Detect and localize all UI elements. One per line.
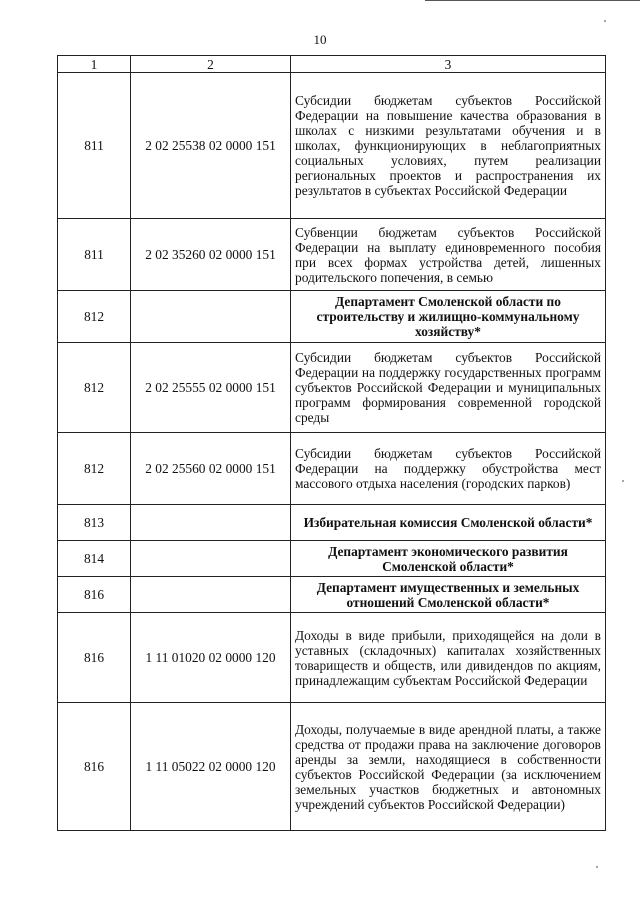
header-col-2: 2 [131, 56, 291, 73]
table-row [58, 577, 606, 613]
budget-code: 2 02 25560 02 0000 151 [131, 433, 291, 505]
revenue-codes-table [57, 55, 606, 831]
admin-code: 812 [58, 291, 131, 343]
budget-code [131, 577, 291, 613]
budget-code: 2 02 25538 02 0000 151 [131, 73, 291, 219]
department-title: Департамент экономического развития Смоленской области* [291, 541, 606, 577]
budget-code: 1 11 01020 02 0000 120 [131, 613, 291, 703]
table-row [58, 73, 606, 219]
header-col-1: 1 [58, 56, 131, 73]
admin-code: 813 [58, 505, 131, 541]
table-row [58, 541, 606, 577]
budget-code [131, 291, 291, 343]
scan-speck [604, 20, 606, 22]
page-number: 10 [313, 32, 327, 47]
budget-code [131, 505, 291, 541]
table-row [58, 433, 606, 505]
table-row [58, 505, 606, 541]
description: Субвенции бюджетам субъектов Российской Федерации на выплату единовременного пособия при всех формах устройства детей, лишенных родительского попечения, в семью [291, 219, 606, 291]
admin-code: 816 [58, 577, 131, 613]
admin-code: 812 [58, 343, 131, 433]
scan-speck [596, 866, 598, 868]
top-edge-line [425, 0, 640, 1]
department-title: Департамент Смоленской области по строительству и жилищно-коммунальному хозяйству* [291, 291, 606, 343]
admin-code: 811 [58, 219, 131, 291]
header-row [58, 56, 606, 73]
admin-code: 811 [58, 73, 131, 219]
description: Субсидии бюджетам субъектов Российской Федерации на поддержку обустройства мест массового отдыха населения (городских парков) [291, 433, 606, 505]
description: Доходы в виде прибыли, приходящейся на доли в уставных (складочных) капиталах хозяйственных товариществ и обществ, или дивидендов по акциям, принадлежащим субъектам Российской Федерации [291, 613, 606, 703]
description: Субсидии бюджетам субъектов Российской Федерации на поддержку государственных программ субъектов Российской Федерации и муниципальных программ формирования современной городской среды [291, 343, 606, 433]
department-title: Департамент имущественных и земельных отношений Смоленской области* [291, 577, 606, 613]
budget-code: 2 02 25555 02 0000 151 [131, 343, 291, 433]
scan-speck [622, 480, 624, 482]
table-row [58, 613, 606, 703]
table-row [58, 343, 606, 433]
department-title: Избирательная комиссия Смоленской области* [291, 505, 606, 541]
description: Доходы, получаемые в виде арендной платы, а также средства от продажи права на заключение договоров аренды за земли, находящиеся в собственности субъектов Российской Федерации (за исключением земельных участков бюджетных и автономных учреждений субъектов Российской Федерации) [291, 703, 606, 831]
table-row [58, 219, 606, 291]
admin-code: 816 [58, 613, 131, 703]
admin-code: 816 [58, 703, 131, 831]
header-col-3: 3 [291, 56, 606, 73]
description: Субсидии бюджетам субъектов Российской Федерации на повышение качества образования в школах с низкими результатами обучения и в школах, функционирующих в неблагоприятных социальных условиях, путем реализации региональных проектов и распространения их результатов в субъектах Российской Федерации [291, 73, 606, 219]
budget-code: 1 11 05022 02 0000 120 [131, 703, 291, 831]
table-row [58, 703, 606, 831]
budget-code: 2 02 35260 02 0000 151 [131, 219, 291, 291]
table-row [58, 291, 606, 343]
budget-code [131, 541, 291, 577]
admin-code: 814 [58, 541, 131, 577]
admin-code: 812 [58, 433, 131, 505]
